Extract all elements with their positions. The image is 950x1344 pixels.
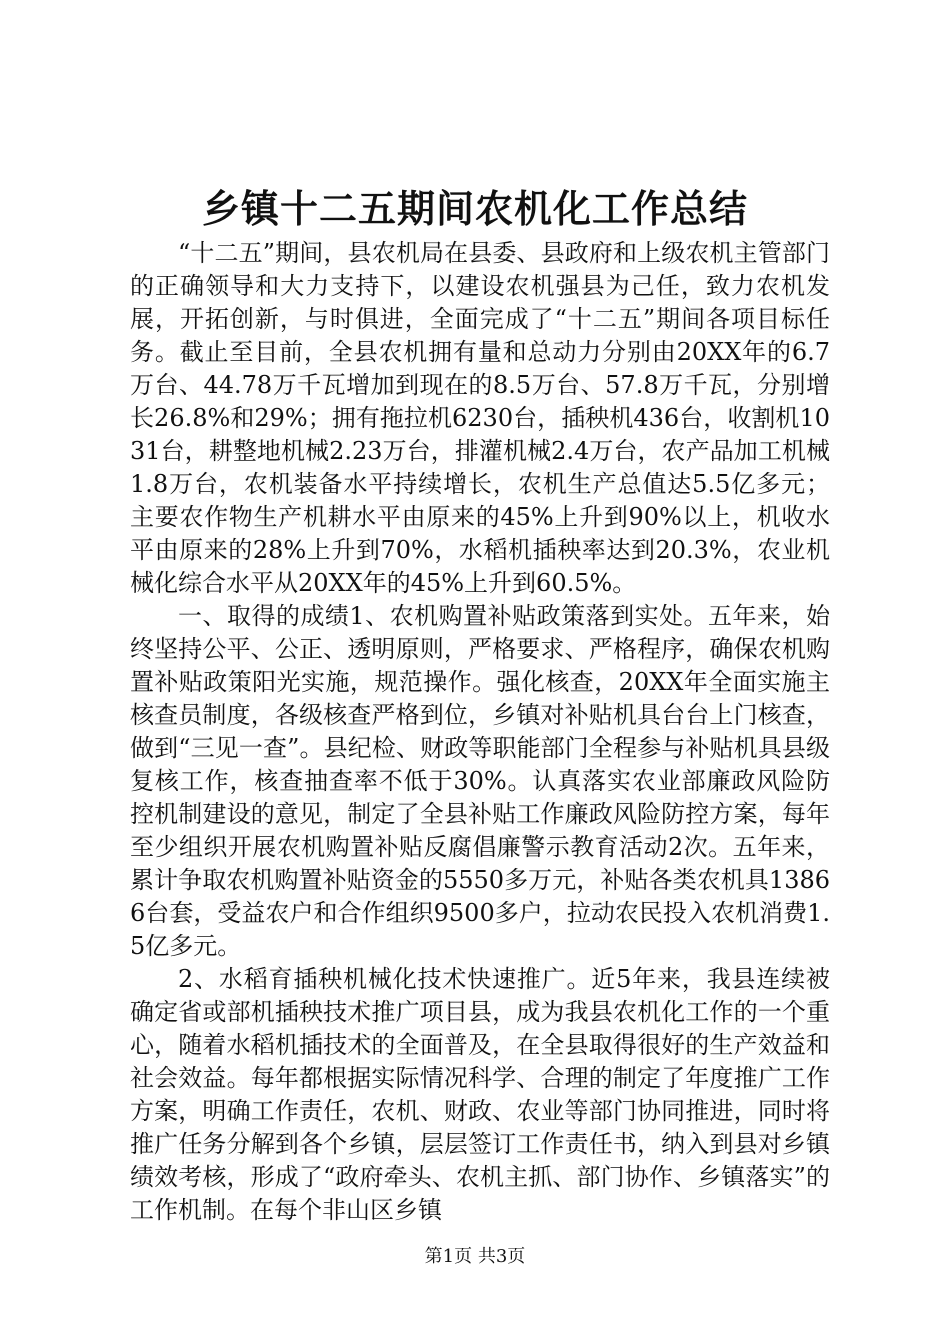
page-number-footer: 第1页 共3页 — [424, 1246, 526, 1267]
paragraph-rice-transplanting: 2、水稻育插秧机械化技术快速推广。近5年来，我县连续被确定省或部机插秧技术推广项目县，成为我县农机化工作的一个重心，随着水稻机插技术的全面普及，在全县取得很好的生产效益和社会效益。每年都根据实际情况科学、合理的制定了年度推广工作方案，明确工作责任，农机、财政、农业等部门协同推进，同时将推广任务分解到各个乡镇，层层签订工作责任书，纳入到县对乡镇绩效考核，形成了“政府牵头、农机主抓、部门协作、乡镇落实”的工作机制。在每个非山区乡镇 — [130, 965, 830, 1224]
paragraph-intro: “十二五”期间，县农机局在县委、县政府和上级农机主管部门的正确领导和大力支持下，以建设农机强县为己任，致力农机发展，开拓创新，与时俱进，全面完成了“十二五”期间各项目标任务。截止至目前，全县农机拥有量和总动力分别由20XX年的6.7万台、44.78万千瓦增加到现在的8.5万台、57.8万千瓦，分别增长26.8%和29%；拥有拖拉机6230台，插秧机436台，收割机1031台，耕整地机械2.23万台，排灌机械2.4万台，农产品加工机械1.8万台，农机装备水平持续增长，农机生产总值达5.5亿多元；主要农作物生产机耕水平由原来的45%上升到90%以上，机收水平由原来的28%上升到70%，水稻机插秧率达到20.3%，农业机械化综合水平从20XX年的45%上升到60.5%。 — [130, 239, 830, 597]
document-body — [130, 237, 830, 1227]
document-title: 乡镇十二五期间农机化工作总结 — [201, 186, 748, 231]
paragraph-achievements-subsidy: 一、取得的成绩1、农机购置补贴政策落到实处。五年来，始终坚持公平、公正、透明原则，严格要求、严格程序，确保农机购置补贴政策阳光实施，规范操作。强化核查，20XX年全面实施主核查员制度，各级核查严格到位，乡镇对补贴机具台台上门核查，做到“三见一查”。县纪检、财政等职能部门全程参与补贴机具县级复核工作，核查抽查率不低于30%。认真落实农业部廉政风险防控机制建设的意见，制定了全县补贴工作廉政风险防控方案，每年至少组织开展农机购置补贴反腐倡廉警示教育活动2次。五年来，累计争取农机购置补贴资金的5550多万元，补贴各类农机具13866台套，受益农户和合作组织9500多户，拉动农民投入农机消费1.5亿多元。 — [130, 602, 830, 960]
